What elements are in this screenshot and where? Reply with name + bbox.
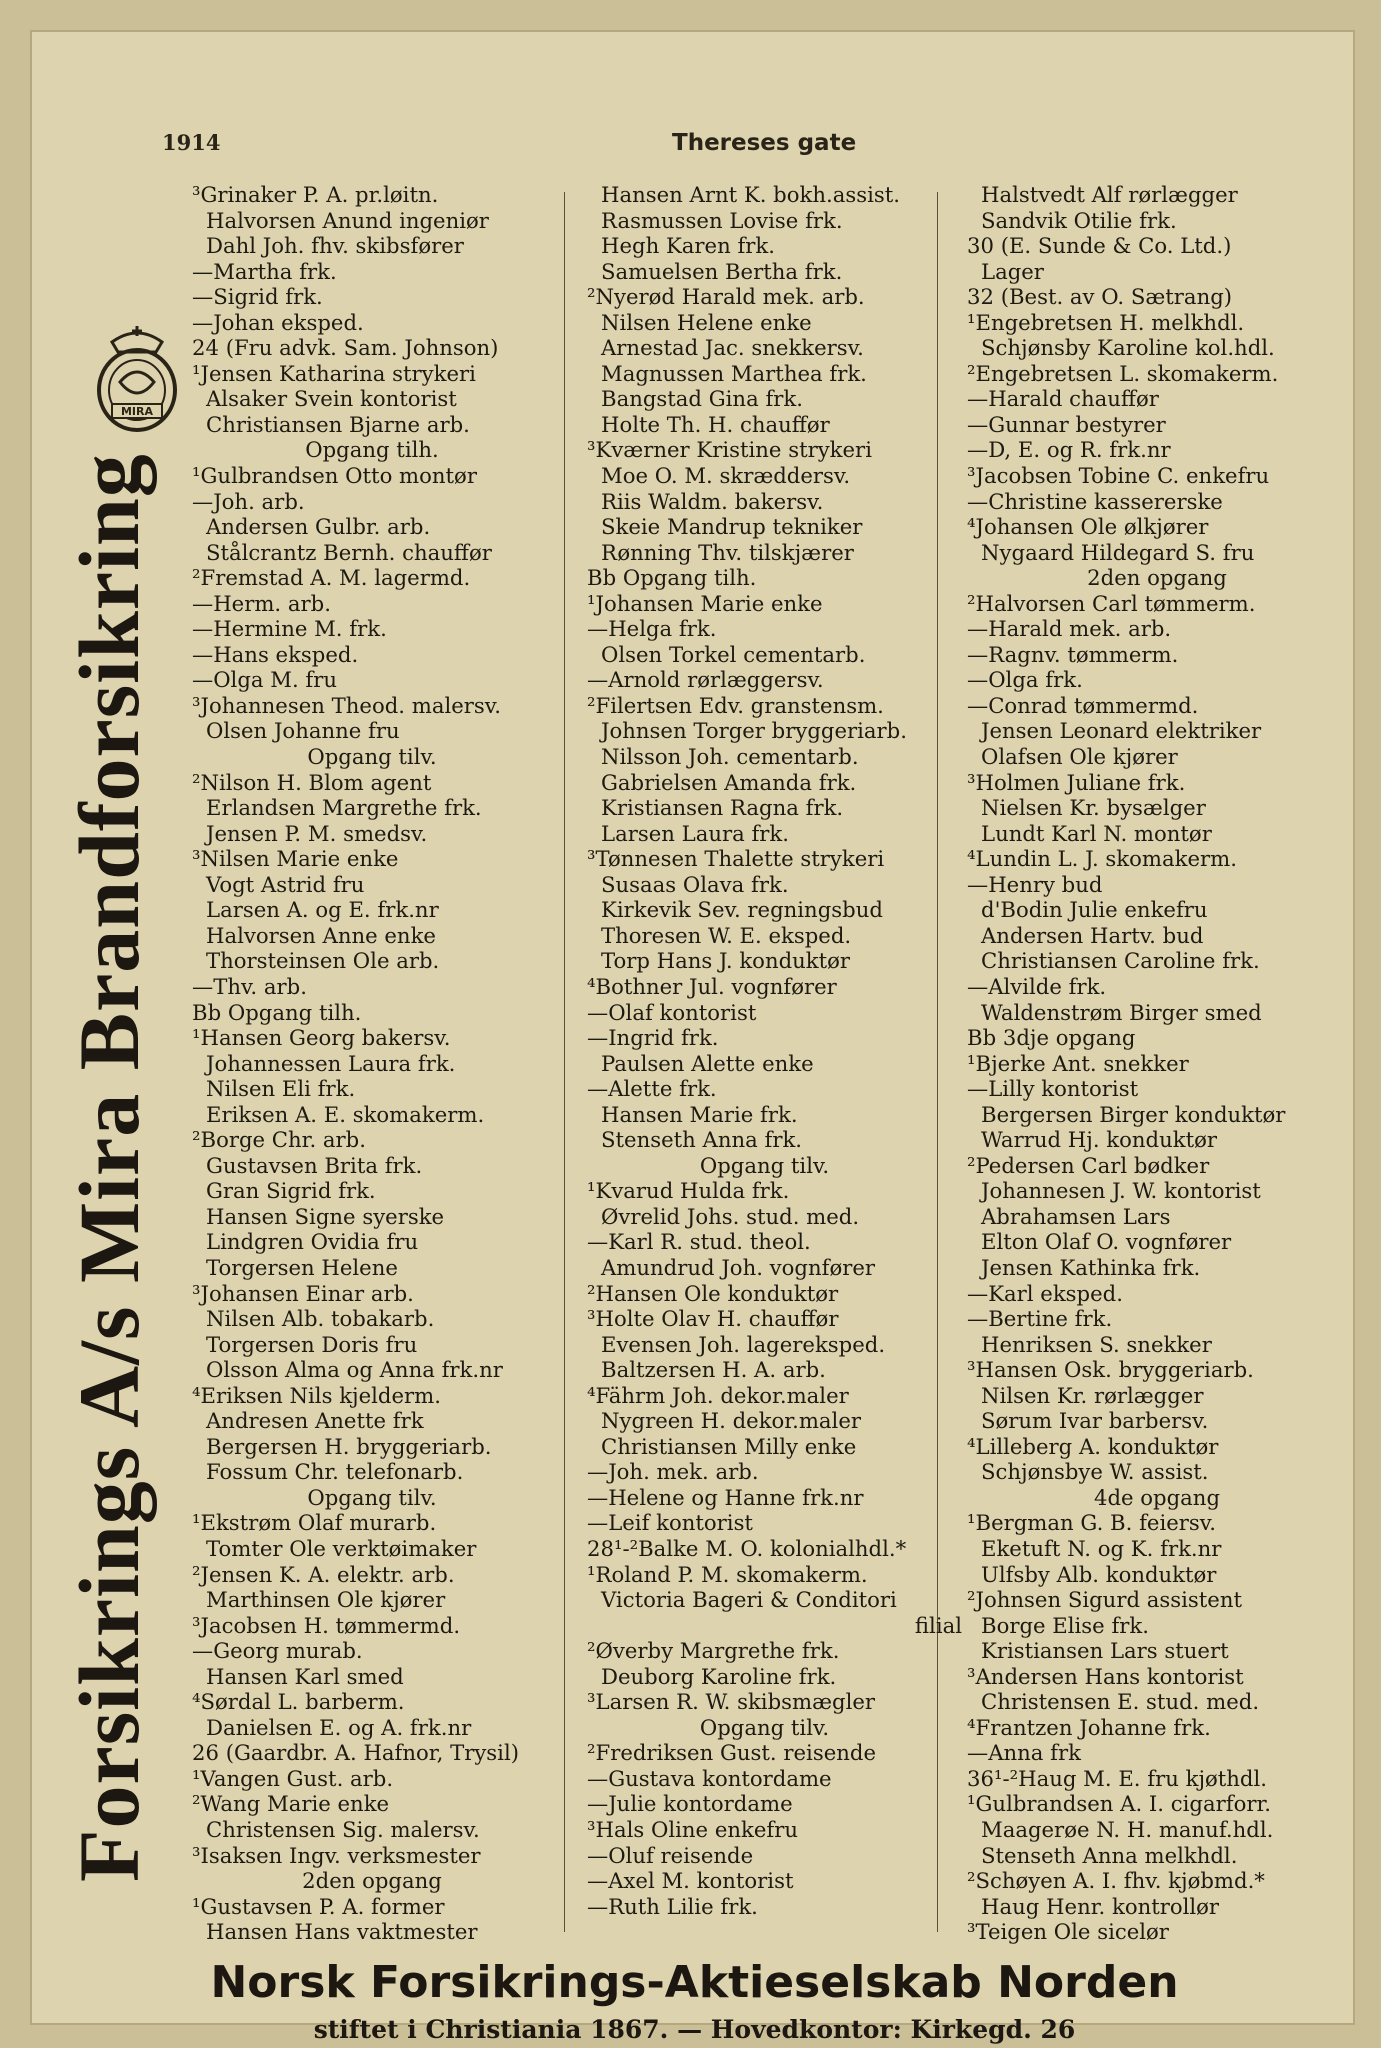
directory-entry: Lundt Karl N. montør (981, 820, 1212, 846)
directory-entry: Alsaker Svein kontorist (206, 386, 457, 412)
directory-entry: ³Teigen Ole sicelør (967, 1919, 1169, 1945)
directory-entry: Olsen Johanne fru (206, 718, 400, 744)
directory-entry: 26 (Gaardbr. A. Hafnor, Trysil) (192, 1740, 519, 1766)
directory-entry: ²Jensen K. A. elektr. arb. (192, 1561, 455, 1587)
directory-entry: Arnestad Jac. snekkersv. (601, 335, 864, 361)
directory-entry: —Conrad tømmermd. (967, 692, 1199, 718)
directory-entry: Eriksen A. E. skomakerm. (206, 1101, 485, 1127)
directory-entry: —Arnold rørlæggersv. (587, 667, 824, 693)
directory-entry: Hansen Arnt K. bokh.assist. (601, 182, 900, 207)
directory-entry: ²Fredriksen Gust. reisende (587, 1740, 876, 1766)
directory-entry: Stenseth Anna frk. (601, 1127, 803, 1153)
directory-entry: ¹Gustavsen P. A. former (192, 1893, 445, 1919)
directory-entry: ³Isaksen Ingv. verksmester (192, 1842, 481, 1868)
directory-entry: Stålcrantz Bernh. chauffør (206, 539, 492, 565)
directory-entry: Christensen E. stud. med. (981, 1689, 1260, 1715)
directory-entry: —Olga frk. (967, 667, 1083, 693)
directory-entry: 28¹-²Balke M. O. kolonialhdl.* (587, 1535, 907, 1561)
directory-entry: ³Holmen Juliane frk. (967, 769, 1186, 795)
directory-entry: Elton Olaf O. vognfører (981, 1229, 1232, 1255)
directory-entry: ²Halvorsen Carl tømmerm. (967, 590, 1256, 616)
directory-entry: ³Johannesen Theod. malersv. (192, 692, 501, 718)
directory-entry: Tomter Ole verktøimaker (206, 1535, 477, 1561)
directory-entry: —Olaf kontorist (587, 999, 757, 1025)
directory-entry: Dahl Joh. fhv. skibsfører (206, 233, 464, 259)
directory-entry: Nielsen Kr. bysælger (981, 795, 1206, 821)
directory-entry: 2den opgang (302, 1868, 442, 1894)
directory-entry: —Ragnv. tømmerm. (967, 641, 1179, 667)
directory-entry: —Martha frk. (192, 258, 337, 284)
directory-entry: Johannesen J. W. kontorist (981, 1178, 1261, 1204)
directory-entry: ¹Ekstrøm Olaf murarb. (192, 1510, 437, 1536)
directory-entry: Johannessen Laura frk. (206, 1050, 456, 1076)
directory-entry: ¹Gulbrandsen A. I. cigarforr. (967, 1791, 1271, 1817)
footer-company: Norsk Forsikrings-Aktieselskab Norden (210, 1957, 1179, 2008)
directory-entry: filial (914, 1612, 962, 1638)
directory-entry: Gustavsen Brita frk. (206, 1152, 423, 1178)
directory-entry: Magnussen Marthea frk. (601, 360, 867, 386)
directory-entry: Kristiansen Ragna frk. (601, 795, 844, 821)
directory-entry: 4de opgang (1093, 1484, 1221, 1510)
directory-entry: ²Borge Chr. arb. (192, 1127, 366, 1153)
mira-logo-icon (90, 322, 184, 440)
directory-entry: —D, E. og R. frk.nr (967, 437, 1171, 463)
directory-entry: Baltzersen H. A. arb. (601, 1357, 826, 1383)
directory-entry: Jensen P. M. smedsv. (206, 820, 428, 846)
directory-entry: —Bertine frk. (967, 1306, 1113, 1332)
directory-entry: Holte Th. H. chauffør (601, 411, 830, 437)
directory-entry: ¹Jensen Katharina strykeri (192, 360, 476, 386)
directory-entry: ⁴Bothner Jul. vognfører (587, 973, 837, 999)
directory-entry: —Georg murab. (192, 1638, 363, 1664)
directory-entry: Schjønsby Karoline kol.hdl. (981, 335, 1275, 361)
directory-entry: ³Holte Olav H. chauffør (587, 1306, 839, 1332)
directory-entry: Fossum Chr. telefonarb. (206, 1459, 464, 1485)
directory-entry: ³Johansen Einar arb. (192, 1280, 414, 1306)
directory-entry: —Alvilde frk. (967, 973, 1107, 999)
directory-entry: ²Nilson H. Blom agent (192, 769, 432, 795)
directory-entry: Øvrelid Johs. stud. med. (601, 1203, 860, 1229)
directory-entry: Sørum Ivar barbersv. (981, 1408, 1209, 1434)
directory-entry: Johnsen Torger bryggeriarb. (601, 718, 907, 744)
directory-entry: Nilsson Joh. cementarb. (601, 744, 859, 770)
directory-entry: —Helga frk. (587, 616, 717, 642)
directory-entry: Hansen Signe syerske (206, 1203, 445, 1229)
directory-entry: Olsen Torkel cementarb. (601, 641, 866, 667)
directory-entry: —Lilly kontorist (967, 1076, 1139, 1102)
directory-entry: Nilsen Helene enke (601, 309, 812, 335)
directory-entry: Bb 3dje opgang (967, 1025, 1136, 1051)
directory-entry: Gran Sigrid frk. (206, 1178, 376, 1204)
directory-entry: —Hermine M. frk. (192, 616, 387, 642)
directory-entry: Jensen Leonard elektriker (981, 718, 1262, 744)
directory-entry: Olafsen Ole kjører (981, 744, 1178, 770)
directory-entry: Andresen Anette frk (206, 1408, 424, 1434)
directory-entry: —Thv. arb. (192, 973, 307, 999)
directory-entry: —Karl R. stud. theol. (587, 1229, 811, 1255)
directory-entry: Paulsen Alette enke (601, 1050, 814, 1076)
directory-entry: Torgersen Helene (206, 1254, 398, 1280)
directory-entry: —Johan eksped. (192, 309, 364, 335)
directory-entry: ²Filertsen Edv. granstensm. (587, 692, 884, 718)
directory-entry: ³Hansen Osk. bryggeriarb. (967, 1357, 1254, 1383)
directory-entry: Nilsen Alb. tobakarb. (206, 1306, 435, 1332)
directory-entry: Hansen Marie frk. (601, 1101, 798, 1127)
directory-entry: 2den opgang (1087, 565, 1227, 591)
directory-entry: Waldenstrøm Birger smed (981, 999, 1262, 1025)
directory-entry: 36¹-²Haug M. E. fru kjøthdl. (967, 1765, 1268, 1791)
directory-entry: —Alette frk. (587, 1076, 717, 1102)
directory-entry: —Axel M. kontorist (587, 1868, 794, 1894)
directory-entry: Olsson Alma og Anna frk.nr (206, 1357, 503, 1383)
directory-entry: Skeie Mandrup tekniker (601, 514, 863, 540)
directory-entry: Riis Waldm. bakersv. (601, 488, 824, 514)
directory-entry: Halstvedt Alf rørlægger (981, 182, 1238, 207)
directory-entry: Christensen Sig. malersv. (206, 1817, 480, 1842)
directory-entry: Gabrielsen Amanda frk. (601, 769, 857, 795)
directory-entry: ⁴Frantzen Johanne frk. (967, 1714, 1211, 1740)
directory-entry: Lager (981, 258, 1044, 284)
directory-entry: Marthinsen Ole kjører (206, 1587, 446, 1613)
directory-entry: Warrud Hj. konduktør (981, 1127, 1217, 1153)
directory-entry: ¹Gulbrandsen Otto montør (192, 463, 477, 489)
directory-entry: d'Bodin Julie enkefru (981, 897, 1208, 923)
directory-entry: Moe O. M. skræddersv. (601, 463, 851, 489)
directory-entry: —Karl eksped. (967, 1280, 1123, 1306)
directory-entry: Vogt Astrid fru (206, 871, 365, 897)
directory-entry: —Joh. mek. arb. (587, 1459, 759, 1485)
directory-entry: —Julie kontordame (587, 1791, 793, 1817)
directory-entry: Torgersen Doris fru (206, 1331, 418, 1357)
directory-entry: ²Wang Marie enke (192, 1791, 390, 1817)
directory-entry: —Harald mek. arb. (967, 616, 1172, 642)
directory-column-2 (587, 182, 972, 1919)
directory-entry: Thorsteinsen Ole arb. (206, 948, 440, 974)
directory-entry: Nygreen H. dekor.maler (601, 1408, 862, 1434)
directory-page (30, 30, 1355, 2044)
directory-entry: —Oluf reisende (587, 1842, 754, 1868)
directory-entry: ³Larsen R. W. skibsmægler (587, 1689, 876, 1715)
directory-entry: Bb Opgang tilh. (587, 565, 757, 591)
directory-entry: Bangstad Gina frk. (601, 386, 803, 412)
directory-entry: Schjønsbye W. assist. (981, 1459, 1209, 1485)
directory-entry: Kirkevik Sev. regningsbud (601, 897, 883, 923)
directory-entry: Victoria Bageri & Conditori (601, 1587, 897, 1613)
directory-entry: —Gustava kontordame (587, 1765, 832, 1791)
directory-entry: ³Hals Oline enkefru (587, 1817, 799, 1842)
directory-entry: —Hans eksped. (192, 641, 359, 667)
directory-entry: ¹Vangen Gust. arb. (192, 1765, 394, 1791)
directory-entry: —Gunnar bestyrer (967, 411, 1166, 437)
directory-entry: —Anna frk (967, 1740, 1081, 1766)
directory-entry: Nilsen Eli frk. (206, 1076, 356, 1102)
directory-entry: Opgang tilv. (699, 1714, 830, 1740)
directory-entry: ¹Kvarud Hulda frk. (587, 1178, 790, 1204)
directory-entry: ³Tønnesen Thalette strykeri (587, 846, 885, 872)
directory-entry: —Ingrid frk. (587, 1025, 719, 1051)
directory-entry: ³Jacobsen Tobine C. enkefru (967, 463, 1270, 489)
directory-entry: ²Pedersen Carl bødker (967, 1152, 1210, 1178)
street-title: Thereses gate (672, 130, 857, 156)
directory-entry: 30 (E. Sunde & Co. Ltd.) (967, 233, 1232, 259)
directory-entry: ⁴Sørdal L. barberm. (192, 1689, 405, 1715)
directory-entry: Amundrud Joh. vognfører (601, 1254, 876, 1280)
directory-entry: ⁴Lilleberg A. konduktør (967, 1433, 1219, 1459)
directory-entry: —Leif kontorist (587, 1510, 753, 1536)
directory-entry: ¹Engebretsen H. melkhdl. (967, 309, 1245, 335)
directory-entry: ⁴Lundin L. J. skomakerm. (967, 846, 1237, 872)
directory-entry: ¹Bergman G. B. feiersv. (967, 1510, 1216, 1536)
directory-entry: Andersen Gulbr. arb. (206, 514, 431, 540)
directory-entry: ³Andersen Hans kontorist (967, 1663, 1244, 1689)
directory-entry: Opgang tilh. (305, 437, 439, 463)
directory-entry: ²Hansen Ole konduktør (587, 1280, 839, 1306)
directory-entry: Halvorsen Anund ingeniør (206, 207, 489, 233)
directory-entry: Christiansen Caroline frk. (981, 948, 1260, 974)
directory-entry: Kristiansen Lars stuert (981, 1638, 1229, 1664)
directory-entry: ²Fremstad A. M. lagermd. (192, 565, 471, 591)
directory-entry: Ulfsby Alb. konduktør (981, 1561, 1217, 1587)
directory-entry: Hansen Hans vaktmester (206, 1919, 478, 1945)
directory-entry: ²Nyerød Harald mek. arb. (587, 284, 865, 310)
directory-entry: Borge Elise frk. (981, 1612, 1149, 1638)
directory-entry: Stenseth Anna melkhdl. (981, 1842, 1238, 1868)
directory-entry: Sandvik Otilie frk. (981, 207, 1177, 233)
logo-text: MIRA (120, 405, 154, 418)
page-number: 1914 (162, 130, 221, 155)
side-advertisement: Forsikrings A/s Mira Brandforsikring (61, 453, 157, 1882)
directory-entry: —Herm. arb. (192, 590, 331, 616)
directory-entry: ¹Hansen Georg bakersv. (192, 1025, 451, 1051)
directory-entry: ²Øverby Margrethe frk. (587, 1638, 840, 1664)
directory-entry: Larsen Laura frk. (601, 820, 790, 846)
directory-entry: Halvorsen Anne enke (206, 922, 436, 948)
directory-entry: Christiansen Bjarne arb. (206, 411, 470, 437)
directory-entry: ³Jacobsen H. tømmermd. (192, 1612, 461, 1638)
directory-entry: Deuborg Karoline frk. (601, 1663, 837, 1689)
directory-entry: —Sigrid frk. (192, 284, 323, 310)
directory-entry: Haug Henr. kontrollør (981, 1893, 1220, 1919)
directory-entry: Opgang tilv. (699, 1152, 830, 1178)
directory-entry: Thoresen W. E. eksped. (601, 922, 852, 948)
directory-entry: Eketuft N. og K. frk.nr (981, 1535, 1222, 1561)
directory-entry: Larsen A. og E. frk.nr (206, 897, 439, 923)
directory-entry: Rønning Thv. tilskjærer (601, 539, 854, 565)
directory-entry: Opgang tilv. (307, 1484, 437, 1510)
directory-entry: Danielsen E. og A. frk.nr (206, 1714, 472, 1740)
directory-entry: —Olga M. fru (192, 667, 338, 693)
directory-column-1 (192, 182, 582, 1945)
directory-entry: Abrahamsen Lars (981, 1203, 1171, 1229)
directory-entry: 24 (Fru advk. Sam. Johnson) (192, 335, 499, 361)
directory-entry: Torp Hans J. konduktør (601, 948, 851, 974)
directory-entry: Bergersen H. bryggeriarb. (206, 1433, 492, 1459)
directory-entry: Christiansen Milly enke (601, 1433, 857, 1459)
directory-entry: Evensen Joh. lagereksped. (601, 1331, 886, 1357)
directory-entry: —Joh. arb. (192, 488, 305, 514)
directory-entry: —Christine kassererske (967, 488, 1223, 514)
directory-entry: ¹Roland P. M. skomakerm. (587, 1561, 868, 1587)
directory-entry: Erlandsen Margrethe frk. (206, 795, 482, 821)
directory-entry: ³Kværner Kristine strykeri (587, 437, 872, 463)
directory-entry: ¹Bjerke Ant. snekker (967, 1050, 1189, 1076)
directory-entry: —Harald chauffør (967, 386, 1159, 412)
directory-entry: Nilsen Kr. rørlægger (981, 1382, 1204, 1408)
directory-entry: —Ruth Lilie frk. (587, 1893, 758, 1919)
footer-info: stiftet i Christiania 1867. — Hovedkontor: Kirkegd. 26 (313, 2015, 1076, 2044)
directory-entry: Andersen Hartv. bud (981, 922, 1204, 948)
directory-entry: ²Schøyen A. I. fhv. kjøbmd.* (967, 1868, 1265, 1894)
directory-entry: Nygaard Hildegard S. fru (981, 539, 1255, 565)
directory-entry: Opgang tilv. (307, 744, 437, 770)
directory-entry: Bergersen Birger konduktør (981, 1101, 1286, 1127)
directory-entry: Lindgren Ovidia fru (206, 1229, 419, 1255)
directory-entry: ³Nilsen Marie enke (192, 846, 399, 872)
directory-entry: Hansen Karl smed (206, 1663, 404, 1689)
directory-entry: 32 (Best. av O. Sætrang) (967, 284, 1233, 310)
directory-entry: Bb Opgang tilh. (192, 999, 362, 1025)
directory-entry: ²Engebretsen L. skomakerm. (967, 360, 1279, 386)
directory-entry: ⁴Eriksen Nils kjelderm. (192, 1382, 441, 1408)
directory-entry: Hegh Karen frk. (601, 233, 776, 259)
directory-entry: Henriksen S. snekker (981, 1331, 1212, 1357)
directory-entry: ¹Johansen Marie enke (587, 590, 823, 616)
directory-entry: —Helene og Hanne frk.nr (587, 1484, 864, 1510)
directory-entry: ²Johnsen Sigurd assistent (967, 1587, 1242, 1613)
directory-entry: ³Grinaker P. A. pr.løitn. (192, 182, 439, 207)
directory-entry: —Henry bud (967, 871, 1103, 897)
directory-entry: ⁴Fährm Joh. dekor.maler (587, 1382, 849, 1408)
directory-entry: Samuelsen Bertha frk. (601, 258, 843, 284)
directory-entry: Susaas Olava frk. (601, 871, 789, 897)
directory-entry: Maagerøe N. H. manuf.hdl. (981, 1817, 1274, 1842)
directory-entry: Jensen Kathinka frk. (981, 1254, 1201, 1280)
directory-entry: Rasmussen Lovise frk. (601, 207, 843, 233)
directory-column-3 (967, 182, 1377, 1945)
directory-entry: ⁴Johansen Ole ølkjører (967, 514, 1209, 540)
